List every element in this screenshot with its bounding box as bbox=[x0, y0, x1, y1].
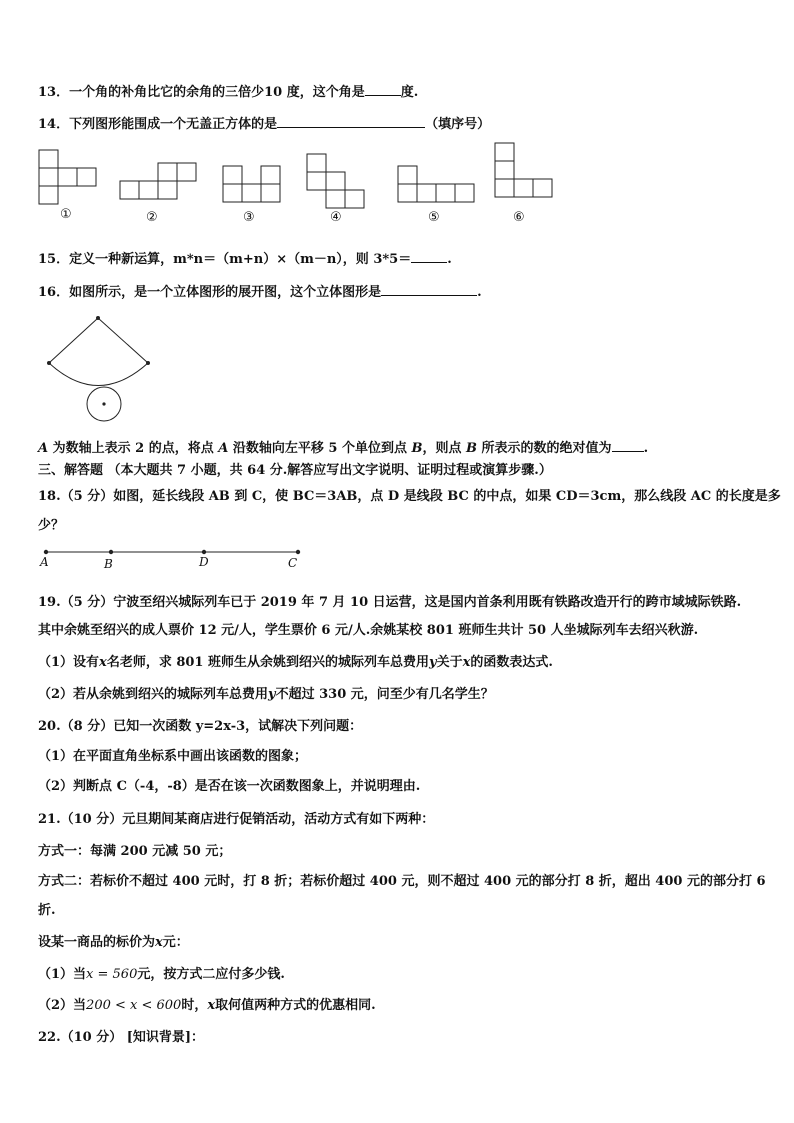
net-1 bbox=[39, 150, 96, 204]
question-21-way-1: 方式一：每满 200 元减 50 元； bbox=[38, 844, 232, 859]
cone-net-figure bbox=[40, 312, 160, 424]
section-heading: 三、解答题 （本大题共 7 小题，共 64 分.解答应写出文字说明、证明过程或演算步骤.） bbox=[38, 463, 552, 478]
net-4 bbox=[307, 154, 364, 208]
point-label-b: B bbox=[104, 557, 113, 571]
answer-blank bbox=[381, 282, 477, 296]
net-3 bbox=[223, 166, 280, 202]
question-19-part-1: （1）设有x名老师，求 801 班师生从余姚到绍兴的城际列车总费用y关于x的函数表达式. bbox=[38, 655, 553, 670]
net-label: ② bbox=[146, 210, 158, 225]
question-19: 19.（5 分）宁波至绍兴城际列车已于 2019 年 7 月 10 日运营，这是国内首条利用既有铁路改造开行的跨市域城际铁路. bbox=[38, 595, 742, 610]
question-21-setup: 设某一商品的标价为x元： bbox=[38, 935, 189, 950]
net-label: ④ bbox=[330, 210, 342, 225]
question-16: 16．如图所示，是一个立体图形的展开图，这个立体图形是 . bbox=[38, 282, 764, 302]
answer-blank bbox=[612, 438, 644, 452]
question-21-way-2-cont: 折. bbox=[38, 903, 56, 918]
point-label-a: A bbox=[40, 555, 49, 569]
point-label-c: C bbox=[288, 556, 298, 570]
question-19-part-2: （2）若从余姚到绍兴的城际列车总费用y不超过 330 元，问至少有几名学生？ bbox=[38, 687, 494, 702]
question-21-part-2: （2）当200 < x < 600时，x取何值两种方式的优惠相同. bbox=[38, 998, 376, 1013]
net-6 bbox=[495, 143, 552, 197]
question-14: 14．下列图形能围成一个无盖正方体的是 （填序号） bbox=[38, 114, 764, 134]
net-label: ⑥ bbox=[513, 210, 525, 225]
question-17: A 为数轴上表示 2 的点，将点 A 沿数轴向左平移 5 个单位到点 B，则点 B 所表示的数的绝对值为 . bbox=[38, 438, 764, 458]
question-21-part-1: （1）当x = 560元，按方式二应付多少钱. bbox=[38, 967, 285, 982]
question-20-part-1: （1）在平面直角坐标系中画出该函数的图象； bbox=[38, 749, 308, 764]
question-18: 18.（5 分）如图，延长线段 AB 到 C，使 BC＝3AB，点 D 是线段 BC 的中点，如果 CD＝3cm，那么线段 AC 的长度是多 bbox=[38, 489, 781, 504]
cube-nets-figure bbox=[0, 0, 794, 240]
question-15: 15．定义一种新运算，m*n＝（m+n）×（m－n），则 3*5＝ . bbox=[38, 249, 764, 269]
net-2 bbox=[120, 163, 196, 199]
question-18-cont: 少？ bbox=[38, 518, 65, 533]
question-20: 20.（8 分）已知一次函数 y=2x-3，试解决下列问题： bbox=[38, 719, 363, 734]
net-label: ③ bbox=[243, 210, 255, 225]
point-label-d: D bbox=[199, 555, 209, 569]
net-5 bbox=[398, 166, 474, 202]
net-label: ⑤ bbox=[428, 210, 440, 225]
answer-blank bbox=[411, 249, 447, 263]
question-21-way-2: 方式二：若标价不超过 400 元时，打 8 折；若标价超过 400 元，则不超过 400 元的部分打 8 折，超出 400 元的部分打 6 bbox=[38, 874, 766, 889]
question-21: 21.（10 分）元旦期间某商店进行促销活动，活动方式有如下两种： bbox=[38, 812, 435, 827]
question-13: 13．一个角的补角比它的余角的三倍少10 度，这个角是 度. bbox=[38, 82, 764, 102]
question-19-cont: 其中余姚至绍兴的成人票价 12 元/人，学生票价 6 元/人.余姚某校 801 班师生共计 50 人坐城际列车去绍兴秋游. bbox=[38, 623, 699, 638]
net-label: ① bbox=[60, 207, 72, 222]
question-22: 22.（10 分） [知识背景]： bbox=[38, 1030, 205, 1045]
segment-figure bbox=[40, 546, 310, 560]
question-20-part-2: （2）判断点 C（-4，-8）是否在该一次函数图象上，并说明理由. bbox=[38, 779, 421, 794]
